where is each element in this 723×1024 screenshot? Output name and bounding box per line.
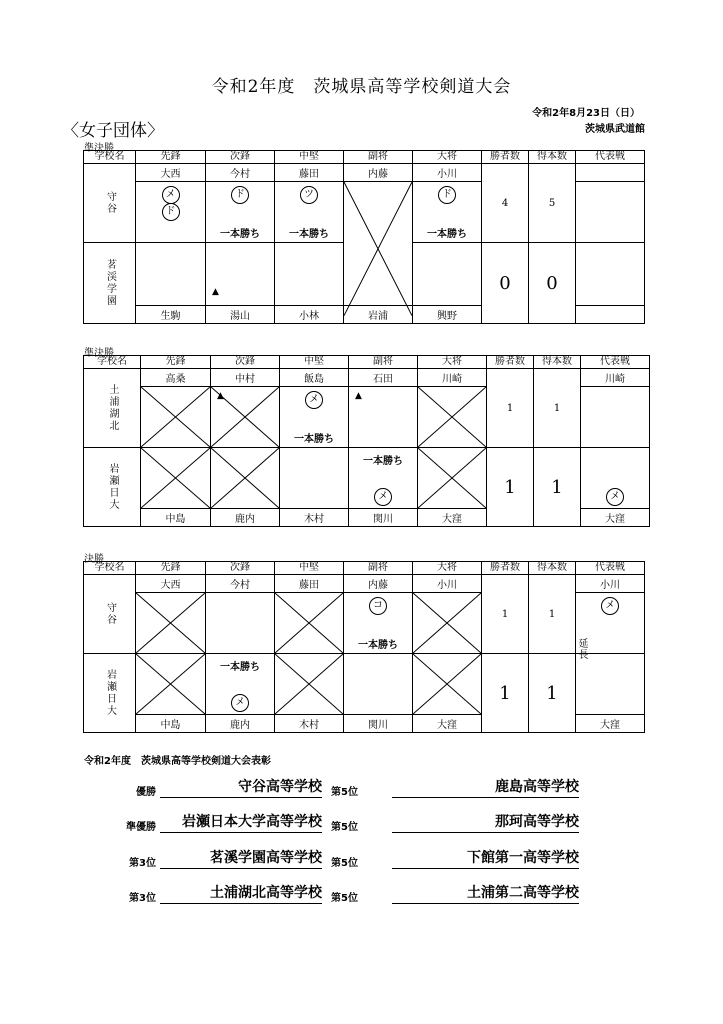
award-school: 土浦湖北高等学校 <box>160 884 322 904</box>
points-count: 1 <box>529 654 576 733</box>
school-name: 守谷 <box>84 164 136 243</box>
player-name: 石田 <box>349 369 418 387</box>
technique-mark-icon: コ <box>369 597 387 615</box>
result-cell <box>206 593 275 654</box>
award-school: 鹿島高等学校 <box>392 778 579 798</box>
technique-mark-icon: メ <box>374 488 392 506</box>
school-name: 茗渓学園 <box>84 243 136 324</box>
awards-title: 令和2年度 茨城県高等学校剣道大会表彰 <box>84 756 271 767</box>
result-cell <box>280 448 349 509</box>
points-count: 5 <box>529 164 576 243</box>
player-name: 内藤 <box>344 164 413 182</box>
event-date: 令和2年8月23日（日） <box>532 108 640 119</box>
school-name: 守谷 <box>84 575 136 654</box>
rep-result-cell <box>576 593 645 661</box>
award-school: 岩瀬日本大学高等学校 <box>160 813 322 833</box>
points-count: 1 <box>534 369 581 448</box>
award-rank: 準優勝 <box>126 822 156 833</box>
result-cell <box>280 387 349 448</box>
draw-cross-mark <box>275 593 343 653</box>
ippon-win-label: 一本勝ち <box>220 229 260 240</box>
award-school: 守谷高等学校 <box>160 778 322 798</box>
ippon-win-label: 一本勝ち <box>358 640 398 651</box>
result-cell <box>413 182 482 243</box>
result-cell <box>275 243 344 306</box>
player-name: 飯島 <box>280 369 349 387</box>
points-count: 0 <box>529 243 576 324</box>
header-cell: 大将 <box>418 356 487 369</box>
player-name: 大西 <box>136 164 206 182</box>
player-name: 中村 <box>211 369 280 387</box>
technique-mark-icon: ド <box>438 186 456 204</box>
draw-cross-mark <box>141 387 210 447</box>
rep-player-name: 川崎 <box>581 369 650 387</box>
player-name: 大窪 <box>413 715 482 733</box>
award-rank: 第5位 <box>331 822 358 833</box>
header-cell: 先鋒 <box>141 356 211 369</box>
header-cell: 副将 <box>349 356 418 369</box>
warning-triangle-icon: ▲ <box>212 287 219 297</box>
player-name: 中島 <box>136 715 206 733</box>
result-cell <box>349 448 418 509</box>
draw-cross-mark <box>413 593 481 653</box>
player-name: 岩浦 <box>344 306 413 324</box>
header-cell: 代表戦 <box>576 562 645 575</box>
header-cell: 得本数 <box>529 151 576 164</box>
player-name: 興野 <box>413 306 482 324</box>
header-cell: 学校名 <box>84 151 136 164</box>
player-name: 内藤 <box>344 575 413 593</box>
player-name: 高桑 <box>141 369 211 387</box>
draw-cross-mark <box>211 448 279 508</box>
ippon-win-label: 一本勝ち <box>289 229 329 240</box>
award-rank: 第3位 <box>129 858 156 869</box>
award-rank: 第3位 <box>129 893 156 904</box>
result-cell <box>413 243 482 306</box>
header-cell: 大将 <box>413 151 482 164</box>
rep-player-name <box>576 306 645 324</box>
header-cell: 勝者数 <box>487 356 534 369</box>
award-school: 茗溪学園高等学校 <box>160 849 322 869</box>
header-cell: 得本数 <box>529 562 576 575</box>
points-count: 1 <box>534 448 581 527</box>
ippon-win-label: 一本勝ち <box>363 456 403 467</box>
player-name: 中島 <box>141 509 211 527</box>
award-rank: 第5位 <box>331 858 358 869</box>
player-name: 大窪 <box>418 509 487 527</box>
player-name: 小川 <box>413 575 482 593</box>
player-name: 小林 <box>275 306 344 324</box>
final-round-label: 決勝 <box>84 554 104 565</box>
header-cell: 勝者数 <box>482 562 529 575</box>
result-cell <box>344 182 413 243</box>
technique-mark-icon: ド <box>231 186 249 204</box>
points-count: 1 <box>529 575 576 654</box>
header-cell: 先鋒 <box>136 562 206 575</box>
rep-player-name: 小川 <box>576 575 645 593</box>
result-cell <box>275 593 344 654</box>
draw-cross-mark <box>418 448 486 508</box>
header-cell: 学校名 <box>84 562 136 575</box>
header-cell: 中堅 <box>275 562 344 575</box>
rep-player-name <box>576 164 645 182</box>
rep-result-cell <box>576 182 645 243</box>
technique-mark-icon: メ <box>305 391 323 409</box>
technique-mark-icon: メ <box>606 488 624 506</box>
result-cell <box>275 182 344 243</box>
rep-result-cell <box>576 243 645 306</box>
result-cell <box>211 448 280 509</box>
rep-player-name: 大窪 <box>576 715 645 733</box>
header-cell: 副将 <box>344 562 413 575</box>
result-cell <box>136 243 206 306</box>
result-cell <box>206 654 275 715</box>
technique-mark-icon: ド <box>162 203 180 221</box>
header-cell: 大将 <box>413 562 482 575</box>
wins-count: 4 <box>482 164 529 243</box>
player-name: 関川 <box>349 509 418 527</box>
school-name: 岩瀬日大 <box>84 448 141 527</box>
player-name: 川崎 <box>418 369 487 387</box>
player-name: 大西 <box>136 575 206 593</box>
player-name: 藤田 <box>275 575 344 593</box>
player-name: 今村 <box>206 164 275 182</box>
result-cell <box>136 182 206 243</box>
event-venue: 茨城県武道館 <box>585 124 645 135</box>
result-cell <box>349 387 418 448</box>
header-cell: 得本数 <box>534 356 581 369</box>
result-cell <box>413 593 482 654</box>
rep-result-cell <box>581 448 650 509</box>
result-cell <box>413 654 482 715</box>
player-name: 生駒 <box>136 306 206 324</box>
header-cell: 先鋒 <box>136 151 206 164</box>
header-cell: 勝者数 <box>482 151 529 164</box>
award-school: 土浦第二高等学校 <box>392 884 579 904</box>
draw-cross-mark <box>418 387 486 447</box>
result-cell <box>211 387 280 448</box>
result-cell <box>141 387 211 448</box>
draw-cross-mark <box>413 654 481 714</box>
category-title: 〈女子団体〉 <box>62 121 164 141</box>
ippon-win-label: 一本勝ち <box>220 662 260 673</box>
technique-mark-icon: メ <box>231 694 249 712</box>
header-cell: 学校名 <box>84 356 141 369</box>
wins-count: 0 <box>482 243 529 324</box>
award-rank: 優勝 <box>136 787 156 798</box>
technique-mark-icon: メ <box>162 186 180 204</box>
wins-count: 1 <box>482 654 529 733</box>
header-cell: 代表戦 <box>576 151 645 164</box>
result-cell <box>206 243 275 306</box>
header-cell: 次鋒 <box>206 562 275 575</box>
result-cell <box>344 654 413 715</box>
player-name: 木村 <box>280 509 349 527</box>
school-name: 岩瀬日大 <box>84 654 136 733</box>
rep-player-name: 大窪 <box>581 509 650 527</box>
ippon-win-label: 一本勝ち <box>427 229 467 240</box>
school-name: 土浦湖北 <box>84 369 141 448</box>
award-rank: 第5位 <box>331 787 358 798</box>
result-cell <box>344 243 413 306</box>
result-cell <box>136 654 206 715</box>
player-name: 鹿内 <box>206 715 275 733</box>
semi1-round-label: 準決勝 <box>84 143 114 154</box>
page-title: 令和2年度 茨城県高等学校剣道大会 <box>211 77 512 97</box>
player-name: 湯山 <box>206 306 275 324</box>
header-cell: 代表戦 <box>581 356 650 369</box>
final-bout-table <box>83 561 645 733</box>
draw-cross-mark <box>141 448 210 508</box>
player-name: 関川 <box>344 715 413 733</box>
warning-triangle-icon: ▲ <box>355 391 362 401</box>
result-cell <box>418 448 487 509</box>
technique-mark-icon: ツ <box>300 186 318 204</box>
award-rank: 第5位 <box>331 893 358 904</box>
player-name: 木村 <box>275 715 344 733</box>
result-cell <box>418 387 487 448</box>
header-cell: 中堅 <box>280 356 349 369</box>
player-name: 藤田 <box>275 164 344 182</box>
award-school: 下館第一高等学校 <box>392 849 579 869</box>
result-cell <box>141 448 211 509</box>
rep-result-cell <box>576 654 645 715</box>
header-cell: 次鋒 <box>211 356 280 369</box>
header-cell: 次鋒 <box>206 151 275 164</box>
semi2-round-label: 準決勝 <box>84 348 114 359</box>
extension-label: 延長 <box>578 639 589 661</box>
semi2-bout-table <box>83 355 650 527</box>
semi1-bout-table <box>83 150 645 324</box>
header-cell: 副将 <box>344 151 413 164</box>
draw-cross-mark <box>136 593 205 653</box>
result-cell <box>136 593 206 654</box>
draw-cross-mark <box>275 654 343 714</box>
result-cell <box>206 182 275 243</box>
wins-count: 1 <box>487 369 534 448</box>
player-name: 今村 <box>206 575 275 593</box>
header-cell: 中堅 <box>275 151 344 164</box>
ippon-win-label: 一本勝ち <box>294 434 334 445</box>
result-cell <box>344 593 413 654</box>
player-name: 小川 <box>413 164 482 182</box>
award-school: 那珂高等学校 <box>392 813 579 833</box>
wins-count: 1 <box>482 575 529 654</box>
wins-count: 1 <box>487 448 534 527</box>
draw-cross-mark <box>136 654 205 714</box>
player-name: 鹿内 <box>211 509 280 527</box>
rep-result-cell <box>581 387 650 448</box>
result-cell <box>275 654 344 715</box>
warning-triangle-icon: ▲ <box>217 391 224 401</box>
technique-mark-icon: メ <box>601 597 619 615</box>
